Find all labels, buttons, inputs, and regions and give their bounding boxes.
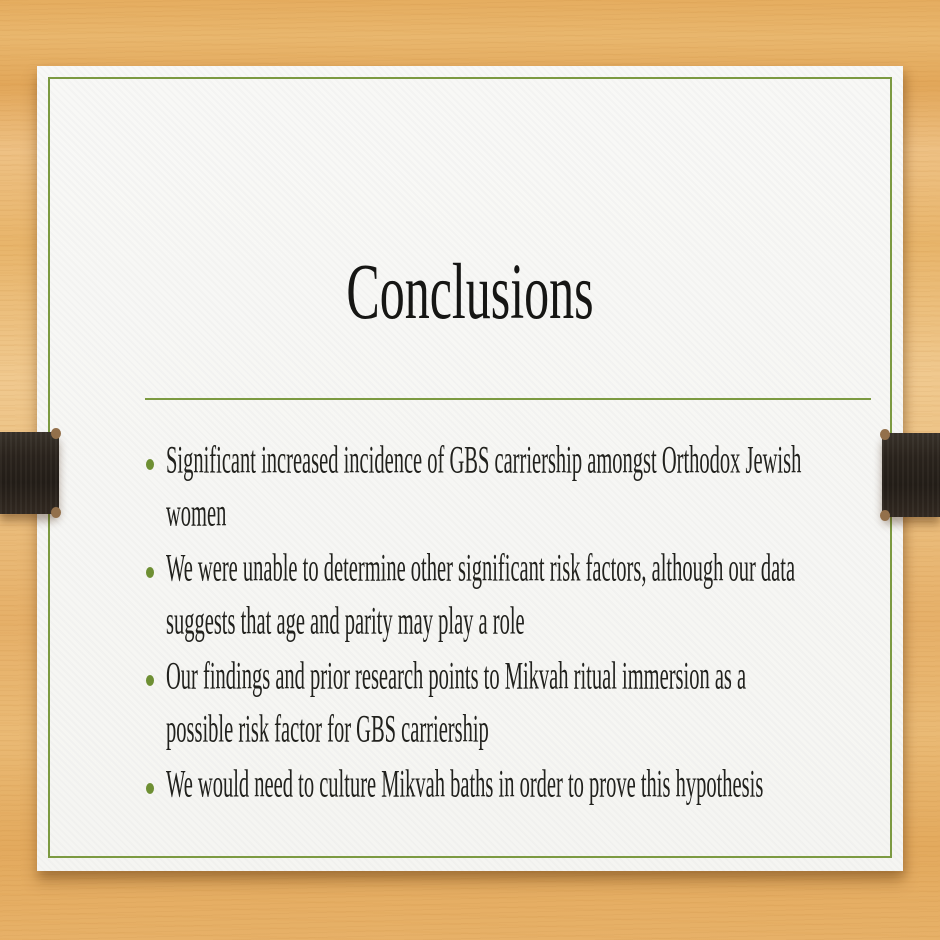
bullet-text-line: Our findings and prior research points to Mikvah ritual immersion as a: [166, 656, 747, 699]
bullet-text: [166, 762, 893, 815]
bullet-list: [145, 438, 893, 817]
slide-card: [37, 66, 903, 871]
slide-title: Conclusions: [346, 246, 594, 336]
bullet-item: [145, 762, 893, 815]
bullet-text-line: Significant increased incidence of GBS carriership amongst Orthodox Jewish: [166, 440, 802, 483]
bullet-text-line: possible risk factor for GBS carriership: [166, 709, 489, 752]
bullet-icon: [146, 783, 154, 794]
bullet-icon: [146, 675, 154, 686]
title-divider: [145, 398, 871, 400]
bullet-text-line: women: [166, 493, 227, 536]
bullet-text-line: We were unable to determine other significant risk factors, although our data: [166, 548, 796, 591]
bullet-text-line: suggests that age and parity may play a role: [166, 601, 525, 644]
bullet-icon: [146, 459, 154, 470]
ribbon-left: [0, 432, 59, 514]
bullet-text-line: We would need to culture Mikvah baths in order to prove this hypothesis: [166, 764, 764, 807]
bullet-icon: [146, 567, 154, 578]
ribbon-right: [882, 433, 940, 517]
